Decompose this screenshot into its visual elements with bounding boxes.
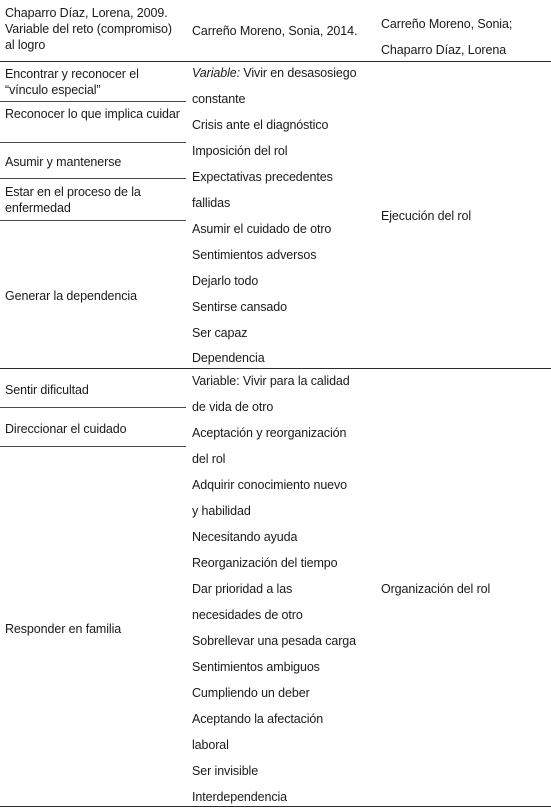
s2-line: Dar prioridad a las <box>192 582 293 596</box>
s2-line: Sentimientos ambiguos <box>192 660 320 674</box>
s2-item-divider <box>0 407 186 408</box>
s2-line: Ser invisible <box>192 764 259 778</box>
s1-line: Ser capaz <box>192 326 248 340</box>
table-bottom-rule <box>0 806 551 807</box>
s2-line: Aceptando la afectación <box>192 712 324 726</box>
s1-category: Ejecución del rol <box>381 209 472 223</box>
s1-line: Sentirse cansado <box>192 300 287 314</box>
s1-line: constante <box>192 92 246 106</box>
s1-line: Expectativas precedentes <box>192 170 333 184</box>
s2-line: Adquirir conocimiento nuevo <box>192 478 348 492</box>
s2-line: laboral <box>192 738 229 752</box>
s2-line: Reorganización del tiempo <box>192 556 338 570</box>
s2-item-2: Direccionar el cuidado <box>5 422 127 436</box>
s2-item-divider <box>0 446 186 447</box>
s1-item-divider <box>0 101 186 102</box>
s2-line: necesidades de otro <box>192 608 303 622</box>
s2-line: Sobrellevar una pesada carga <box>192 634 356 648</box>
s2-line: Interdependencia <box>192 790 288 804</box>
s1-variable-line <box>192 65 356 81</box>
header-col3: Carreño Moreno, Sonia; Chaparro Díaz, Lorena <box>381 17 513 57</box>
s2-line: y habilidad <box>192 504 251 518</box>
s2-line: Cumpliendo un deber <box>192 686 310 700</box>
header-col2: Carreño Moreno, Sonia, 2014. <box>192 24 358 38</box>
s1-item-3: Asumir y mantenerse <box>5 155 122 169</box>
s1-item-divider <box>0 142 186 143</box>
s1-item-5: Generar la dependencia <box>5 289 137 303</box>
s1-line: fallidas <box>192 196 231 210</box>
s2-item-3: Responder en familia <box>5 622 122 636</box>
s1-line: Imposición del rol <box>192 144 288 158</box>
s2-line: Aceptación y reorganización <box>192 426 347 440</box>
s2-line: de vida de otro <box>192 400 274 414</box>
s1-line: Crisis ante el diagnóstico <box>192 118 329 132</box>
s1-line: Sentimientos adversos <box>192 248 317 262</box>
s1-item-4: Estar en el proceso de la enfermedad <box>5 185 141 215</box>
s1-variable-rest: Vivir en desasosiego <box>239 66 357 80</box>
s2-line: Necesitando ayuda <box>192 530 298 544</box>
s1-item-divider <box>0 178 186 179</box>
s2-line: del rol <box>192 452 226 466</box>
s1-line: Asumir el cuidado de otro <box>192 222 332 236</box>
s2-item-1: Sentir dificultad <box>5 383 89 397</box>
s1-line: Dejarlo todo <box>192 274 259 288</box>
header-divider <box>0 61 551 62</box>
section-divider <box>0 368 551 369</box>
s1-item-1: Encontrar y reconocer el “vínculo especial” <box>5 67 139 97</box>
s1-line: Dependencia <box>192 351 265 365</box>
s1-item-2: Reconocer lo que implica cuidar <box>5 107 180 121</box>
s2-line: Variable: Vivir para la calidad <box>192 374 350 388</box>
s1-variable-prefix: Variable: <box>192 66 240 80</box>
s2-category: Organización del rol <box>381 582 491 596</box>
s1-item-divider <box>0 220 186 221</box>
header-col1: Chaparro Díaz, Lorena, 2009. Variable del reto (compromiso) al logro <box>5 6 172 52</box>
